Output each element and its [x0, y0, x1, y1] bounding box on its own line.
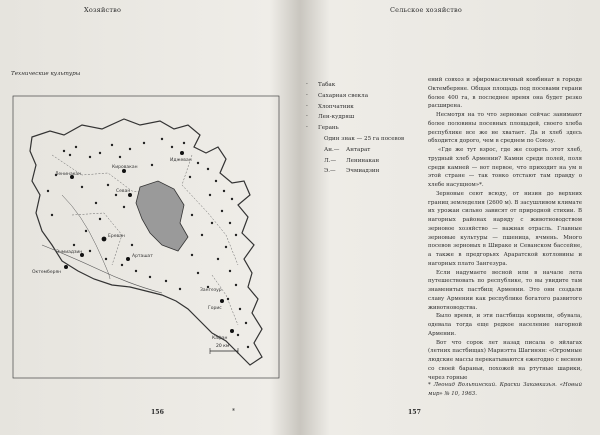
paragraph: Вот что сорок лет назад писала о яйлагах (летних пастбищах) Мариэтта Шагинян: «Огромные людские массы перекатываются ежегодно с весною со своей бараньи, похожей на ртутные шарики, через горные: [428, 339, 582, 381]
quote-paragraph: «Где же тут взрос, где же созреть этот хлеб, трудный хлеб Армении? Камни среди полей, поля среди камней — вот первое, что приходит на ум в этой стране — так тонко отстают там правду о хлебе насущном»*.: [428, 147, 582, 188]
right-running-head: Сельское хозяйство: [390, 6, 462, 14]
gutter-mark: *: [232, 408, 235, 415]
legend-mark-icon: ·: [306, 124, 308, 132]
right-page-number: 157: [408, 409, 421, 416]
label-yerevan: Ереван: [108, 234, 125, 239]
legend-item-geranium: · Герань: [306, 123, 430, 134]
legend-item-sugar-beet: · Сахарная свекла: [306, 91, 430, 102]
legend-abbr-leninakan: Л.— Ленинакан: [324, 157, 380, 164]
legend-mark-icon: ·: [306, 102, 308, 110]
paragraph: ений совхоз и эфиромасличный комбинат в городе Октемберяне. Общая площадь под посевами герани более 400 га, в последнее время она будет резко расширена.: [428, 77, 582, 110]
legend-item-cotton: · Хлопчатник: [306, 102, 430, 113]
section-caption: Технические культуры: [11, 71, 81, 77]
label-artashat: Арташат: [132, 254, 153, 259]
left-page-number: 156: [151, 409, 164, 416]
footnote: * Леонид Вольпинский. Краски Закавказья. «Новый мир» № 10, 1963.: [428, 382, 582, 397]
crop-marks: [47, 138, 249, 348]
label-zangezur: Зангезур: [200, 288, 222, 293]
legend-abbr-antarat: Ан.— Антарат: [324, 146, 371, 153]
legend-mark-icon: ·: [306, 81, 308, 88]
label-kafan: Кафан: [212, 336, 228, 341]
paragraph: Несмотря на то что зерновые сейчас занимают более половины посевных площадей, своего хлеба республике все же не хватает. Да и хлеб здесь обходится дорого, чем в среднем по Союзу.: [428, 112, 582, 145]
lake-sevan: [136, 181, 188, 251]
left-page: [0, 0, 298, 435]
label-kirovakan: Кировакан: [112, 165, 138, 170]
label-oktemberyan: Октемберян: [32, 270, 62, 275]
left-running-head: Хозяйство: [84, 6, 122, 14]
svg-text:20 км: 20 км: [216, 344, 230, 349]
body-text: [428, 76, 582, 382]
paragraph: Если надумаете весной или в начале лета путешествовать по республике, то вы увидите там знаменитых пастбищ Армении. Это они создали славу Армении как республике богатого развитого животноводства.: [428, 269, 582, 311]
legend-mark-icon: ·: [306, 91, 308, 99]
legend-item-flax: · Лен-кудряш: [306, 112, 430, 123]
paragraph: Зерновые сеют всюду, от низин до верхних границ земледелия (2600 м). В засушливом климате их урожаи сильно зависят от природной стихии. В нагорных районах наряду с животноводством зерновое хозяйство — важная отрасль. Главные зерновые культуры — пшеница, ячмень. Много посевов зерновых в Шираке и Севанском бассейне, а также в предгорьях Араратской котловины и нагорных плато Зангезура.: [428, 190, 582, 267]
map-border: [30, 119, 262, 365]
legend-mark-icon: ·: [306, 113, 308, 121]
label-leninakan: Ленинакан: [55, 172, 82, 177]
label-echmiadzin: Эчмиадзин: [56, 250, 83, 255]
label-ijevan: Иджеван: [170, 158, 192, 163]
label-goris: Горис: [208, 306, 222, 311]
map-legend: [306, 80, 430, 177]
right-page: [302, 0, 600, 435]
armenia-technical-crops-map: [12, 95, 292, 395]
legend-scale-note: Один знак — 25 га посевов: [324, 135, 405, 142]
label-sevan: Севан: [116, 189, 131, 194]
paragraph: Было время, и эти пастбища кормили, обувала, одевала тогда еще редкое население нагорной Армении.: [428, 313, 582, 337]
legend-abbr-echmiadzin: Э.— Эчмиадзин: [324, 168, 380, 175]
legend-item-tobacco: · Табак: [306, 80, 430, 91]
